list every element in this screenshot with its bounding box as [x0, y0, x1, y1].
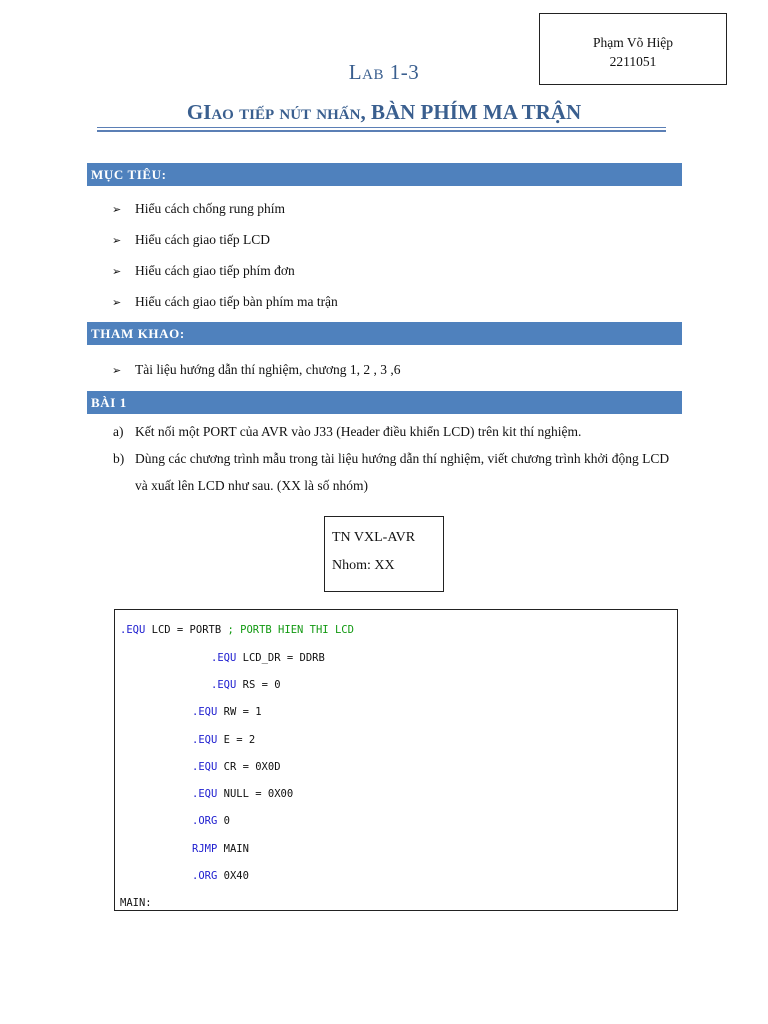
- code-listing: [114, 609, 678, 911]
- arrow-bullet-icon: ➢: [112, 364, 122, 377]
- author-name: Phạm Võ Hiệp: [593, 35, 673, 50]
- lab-title: Lab 1-3: [348, 60, 420, 84]
- code-line: .EQU RW = 1: [192, 706, 262, 718]
- code-line: .EQU LCD = PORTB ; PORTB HIEN THI LCD: [120, 624, 354, 636]
- code-line: .EQU LCD_DR = DDRB: [211, 652, 325, 664]
- arrow-bullet-icon: ➢: [112, 265, 122, 278]
- code-line: .EQU E = 2: [192, 734, 256, 746]
- list-item: ➢ Hiểu cách giao tiếp LCD: [112, 232, 270, 247]
- code-line: .EQU RS = 0: [211, 679, 281, 691]
- list-item: ➢ Hiểu cách giao tiếp bàn phím ma trận: [112, 294, 338, 309]
- title-underline: [97, 127, 666, 132]
- list-item: b) Dùng các chương trình mẫu trong tài liệu hướng dẫn thí nghiệm, viết chương trình khởi động LCD và xuất lên LCD như sau. (XX là số nhóm): [113, 451, 670, 493]
- code-line: RJMP MAIN: [192, 843, 249, 855]
- arrow-bullet-icon: ➢: [112, 203, 122, 216]
- list-item: a) Kết nối một PORT của AVR vào J33 (Header điều khiển LCD) trên kit thí nghiệm.: [113, 424, 582, 439]
- code-line: MAIN:: [120, 897, 152, 909]
- list-item: ➢ Hiểu cách giao tiếp phím đơn: [112, 263, 295, 278]
- objectives-list: [112, 200, 338, 324]
- code-line: .EQU NULL = 0X00: [192, 788, 294, 800]
- section-heading-references: THAM KHAO:: [87, 322, 682, 345]
- lcd-line-2: Nhom: XX: [332, 558, 395, 573]
- lab-subtitle: GIao tiếp nút nhấn, BÀN PHÍM MA TRẬN: [186, 100, 582, 124]
- arrow-bullet-icon: ➢: [112, 234, 122, 247]
- lcd-line-1: TN VXL-AVR: [332, 530, 416, 545]
- lcd-display-box: [324, 516, 444, 592]
- list-item: ➢ Tài liệu hướng dẫn thí nghiệm, chương 1, 2 , 3 ,6: [112, 362, 401, 377]
- exercise-1-list: [113, 418, 683, 499]
- list-item: ➢ Hiểu cách chống rung phím: [112, 201, 285, 216]
- code-line: .ORG 0X40: [192, 870, 249, 882]
- author-id: 2211051: [609, 54, 657, 69]
- section-heading-exercise-1: BÀI 1: [87, 391, 682, 414]
- code-line: .EQU CR = 0X0D: [192, 761, 281, 773]
- arrow-bullet-icon: ➢: [112, 296, 122, 309]
- code-line: .ORG 0: [192, 815, 230, 827]
- section-heading-objectives: MỤC TIÊU:: [87, 163, 682, 186]
- references-list: [112, 361, 401, 392]
